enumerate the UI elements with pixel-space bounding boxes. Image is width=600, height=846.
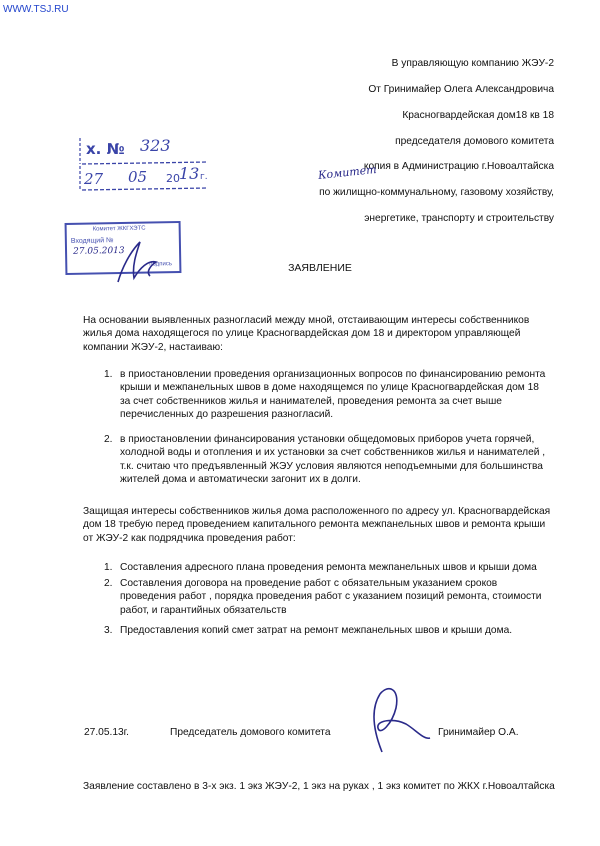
committee-stamp-incoming: Входящий №	[70, 237, 114, 245]
committee-stamp-title: Комитет ЖКГХЭТС	[92, 225, 146, 233]
requirement-3-number: 3.	[104, 625, 113, 636]
signature-date: 27.05.13г.	[84, 727, 129, 738]
requirement-1-text: Составления адресного плана проведения ремонта межпанельных швов и крыши дома	[120, 562, 537, 573]
document-title: ЗАЯВЛЕНИЕ	[288, 262, 352, 274]
demand-2-number: 2.	[104, 434, 113, 445]
stamp-year-mark: г.	[200, 172, 208, 182]
addressee-to: В управляющую компанию ЖЭУ-2	[391, 58, 554, 69]
requirement-2-text: Составления договора на проведение работ с обязательным указанием сроков проведения работ , порядка проведения работ с указанием позиций ремонта, стоимости работ, и гарантийных обязательств	[120, 578, 542, 616]
addressee-from: От Гринимайер Олега Александровича	[368, 84, 554, 95]
handwritten-note: Комитет	[317, 162, 378, 183]
stamp-month: 05	[128, 168, 148, 186]
requirement-2-number: 2.	[104, 578, 113, 589]
signature-role: Председатель домового комитета	[170, 727, 331, 738]
committee-line-1: по жилищно-коммунальному, газовому хозяйству,	[319, 187, 554, 198]
addressee-position: председателя домового комитета	[395, 136, 554, 147]
demand-1-text: в приостановлении проведения организационных вопросов по финансированию ремонта крыши и межпанельных швов в доме находящемся по улице Красногвардейская дом 18 за счет собственников жилья и нанимателей, проведения ремонта за счет выше перечисленных до разрешения разногласий.	[120, 369, 546, 420]
second-paragraph: Защищая интересы собственников жилья дома расположенного по адресу ул. Красногвардейская дом 18 требую перед проведением капитального ремонта межпанельных швов и ремонта крыши от ЖЭУ-2 как подрядчика проведения работ:	[83, 506, 551, 544]
committee-line-2: энергетике, транспорту и строительству	[364, 213, 554, 224]
stamp-year-prefix: 20	[166, 172, 180, 185]
demand-1-number: 1.	[104, 369, 113, 380]
requirement-3-text: Предоставления копий смет затрат на ремонт межпанельных швов и крыши дома.	[120, 625, 513, 636]
committee-stamp-signature-label: подпись	[149, 261, 173, 268]
footer-note: Заявление составлено в 3-х экз. 1 экз ЖЭУ-2, 1 экз на руках , 1 экз комитет по ЖКХ г.Новоалтайска	[83, 781, 555, 792]
handwritten-signature	[360, 680, 440, 760]
addressee-address: Красногвардейская дом18 кв 18	[402, 110, 554, 121]
demand-2-text: в приостановлении финансирования установки общедомовых приборов учета горячей, холодной воды и отопления и их установки за счет собственников жилья и нанимателей , т.к. считаю что предъявленный ЖЭУ условия являются неподъемными для большинства жителей дома и автоматически загонит их в долги.	[120, 434, 546, 485]
requirement-1-number: 1.	[104, 562, 113, 573]
committee-stamp-signature	[110, 238, 173, 284]
incoming-stamp	[80, 134, 210, 192]
stamp-number: 323	[140, 136, 171, 155]
copy-line: копия в Администрацию г.Новоалтайска	[363, 161, 554, 172]
intro-paragraph: На основании выявленных разногласий между мной, отстаивающим интересы собственников жилья дома находящегося по улице Красногвардейская дом 18 и директором управляющей компании ЖЭУ-2, настаиваю:	[83, 315, 530, 353]
stamp-year-suffix: 13	[179, 164, 200, 183]
signature-name: Гринимайер О.А.	[438, 727, 519, 738]
committee-stamp-date: 27.05.2013	[72, 245, 125, 257]
stamp-lines	[80, 134, 210, 192]
watermark: WWW.TSJ.RU	[3, 4, 69, 15]
stamp-prefix: х. №	[86, 140, 125, 158]
stamp-day: 27	[84, 170, 104, 188]
